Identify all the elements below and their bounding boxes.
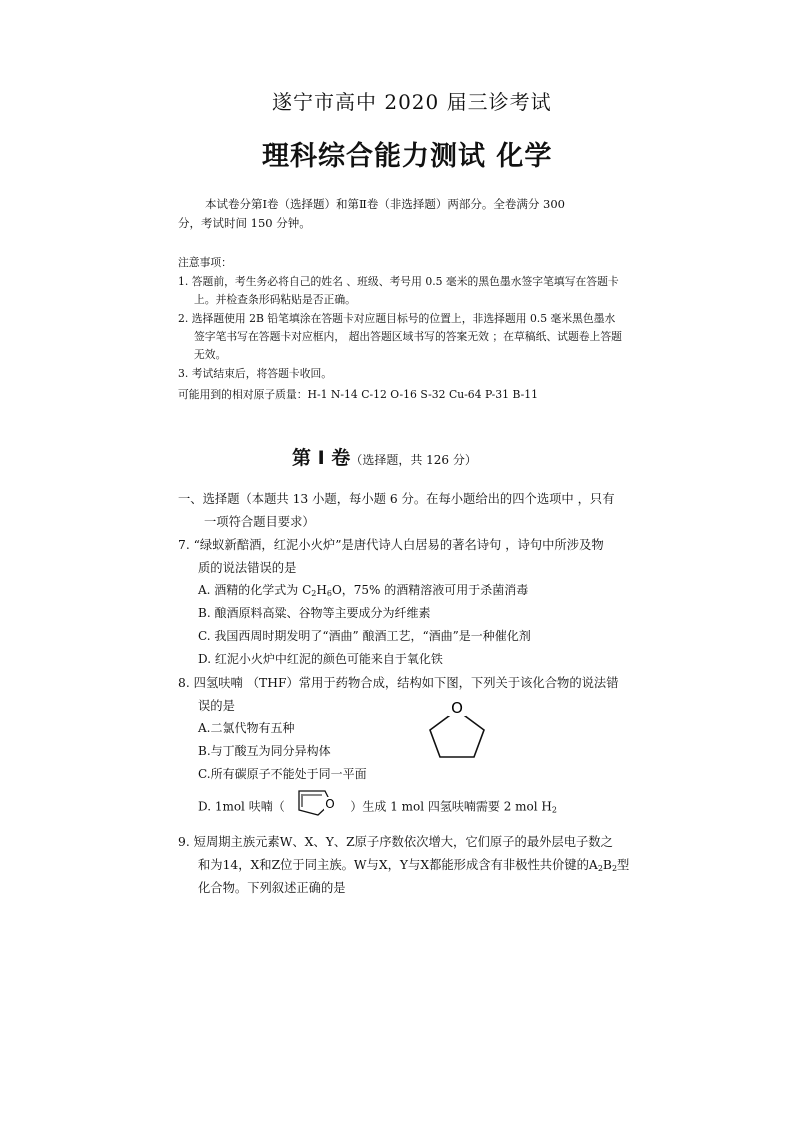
intro-line-2: 分，考试时间 150 分钟。 bbox=[178, 216, 311, 230]
thf-structure bbox=[420, 694, 495, 764]
q7-line-1: 7. “绿蚁新醅酒，红泥小火炉”是唐代诗人白居易的著名诗句 ，诗句中所涉及物 bbox=[178, 538, 604, 552]
q7-line-2: 质的说法错误的是 bbox=[198, 561, 297, 575]
q8-option-c: C.所有碳原子不能处于同一平面 bbox=[198, 767, 367, 781]
note-3: 3. 考试结束后，将答题卡收回。 bbox=[178, 367, 333, 380]
note-1-line-1: 1. 答题前，考生务必将自己的姓名 、班级、考号用 0.5 毫米的黑色墨水签字笔填写在答题卡 bbox=[178, 275, 619, 288]
q9-line-3: 化合物。下列叙述正确的是 bbox=[198, 881, 346, 895]
q8-option-d-post: ）生成 1 mol 四氢呋喃需要 2 mol H bbox=[350, 799, 552, 814]
q8-option-a: A.二氯代物有五种 bbox=[198, 721, 295, 735]
section-title: 第 I 卷 bbox=[292, 447, 351, 469]
furan-oxygen-label: O bbox=[324, 797, 335, 811]
atomic-mass-line: 可能用到的相对原子质量：H-1 N-14 C-12 O-16 S-32 Cu-64 P-31 B-11 bbox=[178, 388, 538, 401]
thf-oxygen-label: O bbox=[451, 699, 463, 717]
section-subtitle: （选择题，共 126 分） bbox=[350, 453, 477, 467]
part1-line-2: 一项符合题目要求） bbox=[204, 515, 315, 529]
thf-ring bbox=[430, 710, 484, 757]
q8-option-d: D. 1mol 呋喃（ O ）生成 1 mol 四氢呋喃需要 2 mol $H_2$ bbox=[198, 796, 557, 818]
note-2-line-3: 无效。 bbox=[194, 348, 227, 361]
q8-line-2: 误的是 bbox=[198, 699, 235, 713]
q9-line-2: 和为14，X和Z位于同主族。W与X，Y与X都能形成含有非极性共价键的$A_2B_2$型 bbox=[198, 858, 630, 873]
note-2-line-1: 2. 选择题使用 2B 铅笔填涂在答题卡对应题目标号的位置上，非选择题用 0.5 毫米黑色墨水 bbox=[178, 312, 616, 325]
section-heading bbox=[292, 443, 477, 470]
note-1-line-2: 上。并检查条形码粘贴是否正确。 bbox=[194, 293, 356, 306]
q8-option-d-pre: D. 1mol 呋喃（ bbox=[198, 799, 285, 814]
part1-line-1: 一、选择题（本题共 13 小题，每小题 6 分。在每小题给出的四个选项中 ，只有 bbox=[178, 492, 615, 506]
q7-option-c: C. 我国西周时期发明了“酒曲” 酿酒工艺，“酒曲”是一种催化剂 bbox=[198, 629, 531, 643]
q7-option-d: D. 红泥小火炉中红泥的颜色可能来自于氧化铁 bbox=[198, 652, 443, 666]
subject-title: 理科综合能力测试 化学 bbox=[262, 141, 553, 172]
notes-title: 注意事项： bbox=[178, 256, 232, 269]
exam-name: 遂宁市高中 2020 届三诊考试 bbox=[272, 90, 552, 114]
furan-structure bbox=[291, 786, 345, 818]
q9-line-1: 9. 短周期主族元素W、X、Y、Z原子序数依次增大，它们原子的最外层电子数之 bbox=[178, 835, 613, 849]
q8-option-b: B.与丁酸互为同分异构体 bbox=[198, 744, 331, 758]
q7-option-a: A. 酒精的化学式为 $C_2H_6O$，75% 的酒精溶液可用于杀菌消毒 bbox=[198, 583, 529, 598]
q7-option-b: B. 酿酒原料高粱、谷物等主要成分为纤维素 bbox=[198, 606, 431, 620]
note-2-line-2: 签字笔书写在答题卡对应框内， 超出答题区域书写的答案无效 ；在草稿纸、试题卷上答题 bbox=[194, 330, 622, 343]
q8-line-1: 8. 四氢呋喃 （THF）常用于药物合成，结构如下图，下列关于该化合物的说法错 bbox=[178, 676, 619, 690]
intro-line-1: 本试卷分第Ⅰ卷（选择题）和第Ⅱ卷（非选择题）两部分。全卷满分 300 bbox=[205, 197, 565, 211]
